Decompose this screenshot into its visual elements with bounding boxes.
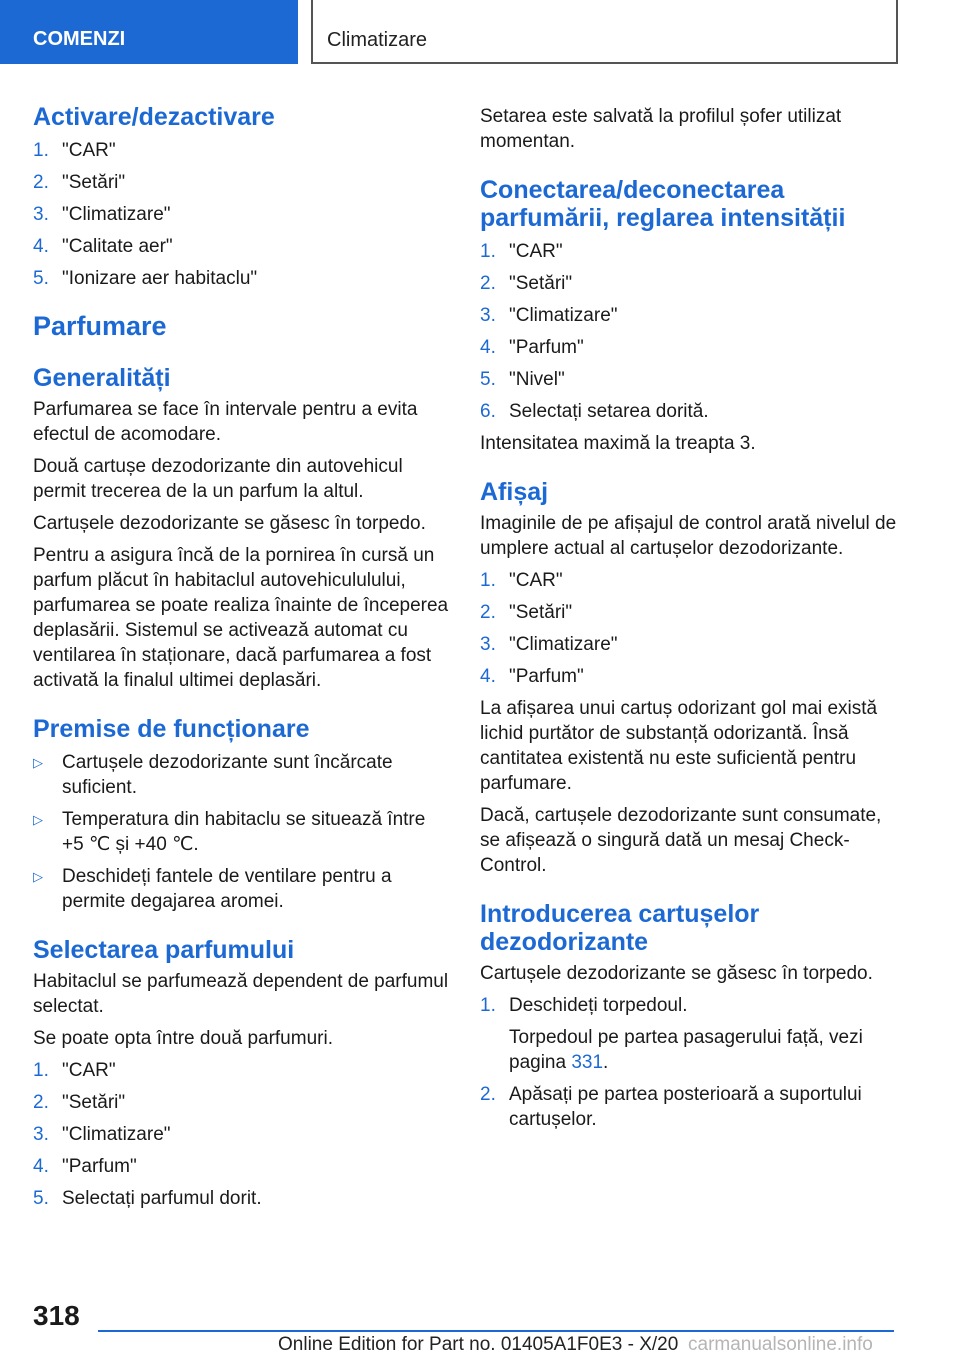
heading-afisaj: Afișaj	[480, 478, 549, 506]
list-item: 5. "Ionizare aer habitaclu"	[33, 268, 258, 289]
triangle-bullet-icon: ▷	[33, 812, 43, 827]
activare-steps	[33, 138, 451, 291]
list-item: 1. "CAR"	[480, 241, 563, 262]
list-item: 5. Selectați parfumul dorit.	[33, 1188, 262, 1209]
introducere-steps	[480, 993, 898, 1132]
list-item: ▷ Cartușele dezodorizante sunt încărcate suficient.	[33, 752, 393, 798]
heading-introducere: Introducerea cartușelor dezodorizante	[480, 900, 760, 956]
paragraph: Dacă, cartușele dezodorizante sunt consumate, se afișează o singură dată un mesaj Check-Control.	[480, 805, 882, 876]
page-reference-link[interactable]: 331	[571, 1052, 604, 1073]
list-item: 1. "CAR"	[33, 1060, 116, 1081]
section-title: Climatizare	[327, 29, 428, 51]
list-item: 4. "Parfum"	[480, 337, 584, 358]
list-item: 1. "CAR"	[480, 570, 563, 591]
heading-parfumare: Parfumare	[33, 311, 167, 341]
afisaj-steps	[480, 568, 898, 689]
list-item: 2. "Setări"	[33, 172, 126, 193]
heading-premise: Premise de funcționare	[33, 715, 310, 743]
list-item: 3. "Climatizare"	[480, 305, 618, 326]
paragraph: Cartușele dezodorizante se găsesc în torpedo.	[480, 963, 873, 984]
triangle-bullet-icon: ▷	[33, 755, 43, 770]
list-item: 1. "CAR"	[33, 140, 116, 161]
paragraph: Se poate opta între două parfumuri.	[33, 1028, 333, 1049]
paragraph: Cartușele dezodorizante se găsesc în torpedo.	[33, 513, 426, 534]
paragraph: Setarea este salvată la profilul șofer utilizat momentan.	[480, 106, 842, 152]
list-item: 5. "Nivel"	[480, 369, 565, 390]
heading-activare: Activare/dezactivare	[33, 103, 275, 131]
list-item: 3. "Climatizare"	[33, 204, 171, 225]
paragraph: La afișarea unui cartuș odorizant gol mai există lichid purtător de substanță odorizantă. Însă cantitatea existentă nu este suficientă pentru parfumare.	[480, 698, 878, 794]
paragraph: Parfumarea se face în intervale pentru a evita efectul de acomodare.	[33, 399, 418, 445]
list-item: 4. "Parfum"	[480, 666, 584, 687]
list-item: ▷ Deschideți fantele de ventilare pentru a permite degajarea aromei.	[33, 866, 392, 912]
watermark: carmanualsonline.info	[688, 1334, 873, 1355]
list-item: 3. "Climatizare"	[33, 1124, 171, 1145]
triangle-bullet-icon: ▷	[33, 869, 43, 884]
list-item: 2. Apăsați pe partea posterioară a suportului cartușelor.	[480, 1084, 862, 1130]
list-item: 6. Selectați setarea dorită.	[480, 401, 709, 422]
paragraph: Pentru a asigura încă de la pornirea în cursă un parfum plăcut în habitaclul autovehicululului, parfumarea se poate realiza înainte de începerea deplasării. Sistemul se activează automat cu ventilarea în staționare, dacă parfumarea a fost activată la finalul ultimei deplasări.	[33, 545, 449, 691]
heading-generalitati: Generalități	[33, 364, 171, 392]
edition-text: Online Edition for Part no. 01405A1F0E3 - X/20	[278, 1334, 679, 1355]
step-detail: Torpedoul pe partea pasagerului față, vezi pagina 331.	[509, 1027, 863, 1073]
premise-list	[33, 750, 451, 914]
paragraph: Două cartușe dezodorizante din autovehicul permit trecerea de la un parfum la altul.	[33, 456, 403, 502]
heading-selectare: Selectarea parfumului	[33, 936, 295, 964]
list-item: 2. "Setări"	[480, 602, 573, 623]
section-header	[311, 0, 898, 64]
list-item: 2. "Setări"	[480, 273, 573, 294]
paragraph: Intensitatea maximă la treapta 3.	[480, 433, 756, 454]
list-item: ▷ Temperatura din habitaclu se situează între +5 ℃ și +40 ℃.	[33, 809, 426, 855]
list-item: 4. "Calitate aer"	[33, 236, 173, 257]
heading-conectare: Conectarea/deconectarea parfumării, reglarea intensității	[480, 176, 846, 232]
selectare-steps	[33, 1058, 451, 1211]
page-number: 318	[33, 1300, 80, 1331]
chapter-tab	[0, 0, 298, 64]
conectare-steps	[480, 239, 898, 424]
list-item: 4. "Parfum"	[33, 1156, 137, 1177]
list-item: 1. Deschideți torpedoul. Torpedoul pe partea pasagerului față, vezi pagina 331.	[480, 993, 898, 1075]
right-column	[480, 100, 898, 1132]
list-item: 3. "Climatizare"	[480, 634, 618, 655]
left-column	[33, 100, 451, 1211]
chapter-tab-label: COMENZI	[33, 28, 126, 50]
paragraph: Imaginile de pe afișajul de control arată nivelul de umplere actual al cartușelor dezodorizante.	[480, 513, 897, 559]
list-item: 2. "Setări"	[33, 1092, 126, 1113]
footer-divider	[98, 1330, 894, 1332]
paragraph: Habitaclul se parfumează dependent de parfumul selectat.	[33, 971, 449, 1017]
